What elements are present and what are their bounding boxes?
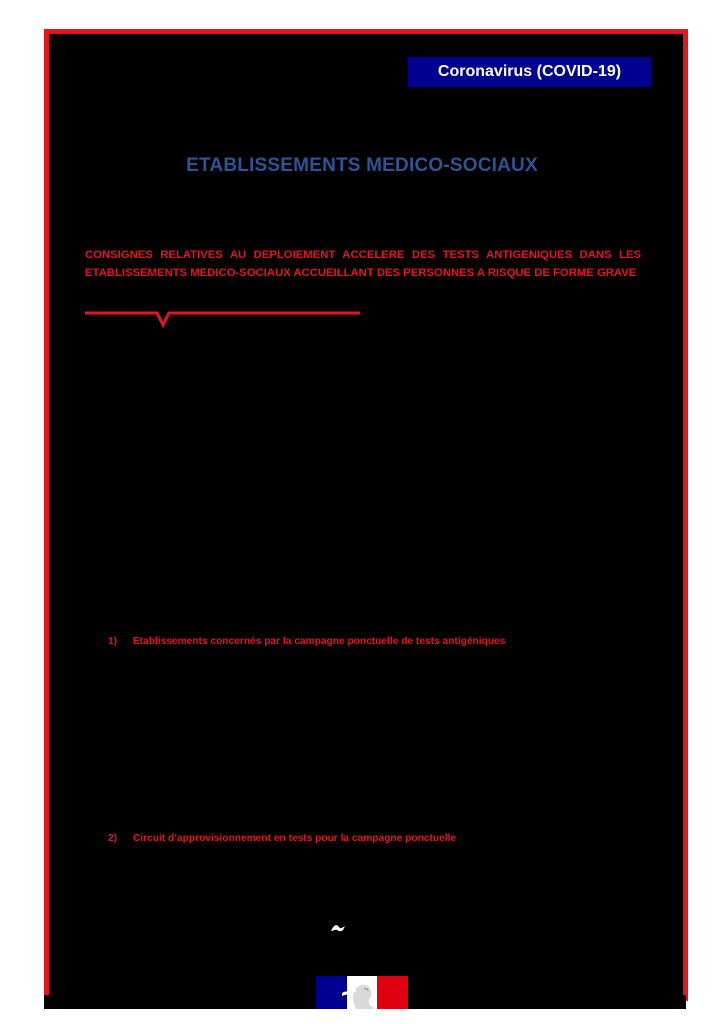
section-heading-text: Etablissements concernés par la campagne ponctuelle de tests antigéniques [132,636,506,647]
section-heading-text: Circuit d’approvisionnement en tests pour la campagne ponctuelle [132,833,457,844]
section-number: 2) [108,833,118,844]
marianne-logo-icon [316,976,408,1009]
covid-badge-label: Coronavirus (COVID-19) [437,63,622,80]
covid-badge [408,57,651,87]
section-number: 1) [108,636,118,647]
document-title: ETABLISSEMENTS MEDICO-SOCIAUX [186,155,538,176]
signature-mark-icon [330,922,346,934]
document-subtitle: CONSIGNES RELATIVES AU DEPLOIEMENT ACCELERE DES TESTS ANTIGENIQUES DANS LES ETABLISSEMENTS MEDICO-SOCIAUX ACCUEILLANT DES PERSONNES A RISQUE DE FORME GRAVE [85,249,641,279]
subtitle-underline [85,308,365,328]
section-heading-2 [108,833,456,844]
section-heading-1 [108,636,505,647]
